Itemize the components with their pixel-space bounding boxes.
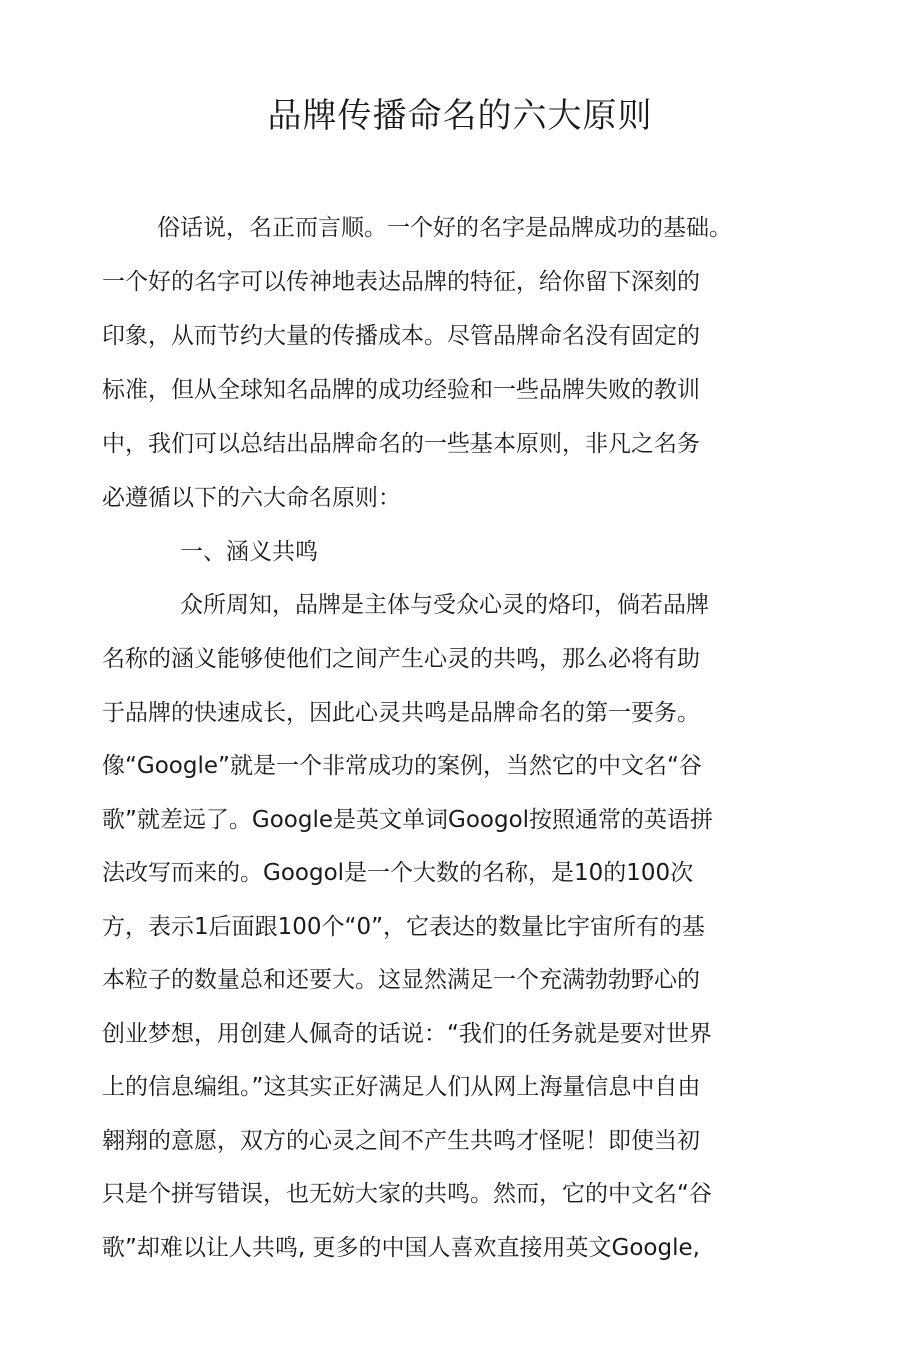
paragraph-line: 于品牌的快速成长，因此心灵共鸣是品牌命名的第一要务。 — [102, 700, 700, 726]
paragraph-line: 中，我们可以总结出品牌命名的一些基本原则，非凡之名务 — [102, 431, 700, 457]
section-heading: 一、涵义共鸣 — [180, 539, 318, 565]
paragraph-line: 翱翔的意愿，双方的心灵之间不产生共鸣才怪呢！即使当初 — [102, 1128, 700, 1154]
paragraph-line: 必遵循以下的六大命名原则： — [102, 485, 401, 511]
paragraph-line: 创业梦想，用创建人佩奇的话说：“我们的任务就是要对世界 — [102, 1021, 712, 1047]
paragraph-line: 印象，从而节约大量的传播成本。尽管品牌命名没有固定的 — [102, 323, 700, 349]
document-title: 品牌传播命名的六大原则 — [267, 96, 653, 136]
paragraph-line: 标准，但从全球知名品牌的成功经验和一些品牌失败的教训 — [102, 377, 700, 403]
paragraph-line: 法改写而来的。Googol是一个大数的名称，是10的100次 — [102, 860, 694, 886]
paragraph-line: 名称的涵义能够使他们之间产生心灵的共鸣，那么必将有助 — [102, 646, 700, 672]
paragraph-line: 只是个拼写错误，也无妨大家的共鸣。然而，它的中文名“谷 — [102, 1181, 712, 1207]
paragraph-line: 本粒子的数量总和还要大。这显然满足一个充满勃勃野心的 — [102, 967, 700, 993]
paragraph-line: 上的信息编组。”这其实正好满足人们从网上海量信息中自由 — [102, 1074, 701, 1100]
paragraph-line: 一个好的名字可以传神地表达品牌的特征，给你留下深刻的 — [102, 269, 700, 295]
paragraph-line: 方，表示1后面跟100个“0”，它表达的数量比宇宙所有的基 — [102, 914, 705, 940]
paragraph-line: 歌”就差远了。Google是英文单词Googol按照通常的英语拼 — [102, 807, 714, 833]
paragraph-line: 俗话说，名正而言顺。一个好的名字是品牌成功的基础。 — [157, 215, 732, 241]
paragraph-line: 歌”却难以让人共鸣, 更多的中国人喜欢直接用英文Google, — [102, 1235, 700, 1261]
paragraph-line: 像“Google”就是一个非常成功的案例，当然它的中文名“谷 — [102, 753, 702, 779]
paragraph-line: 众所周知，品牌是主体与受众心灵的烙印，倘若品牌 — [180, 592, 709, 618]
